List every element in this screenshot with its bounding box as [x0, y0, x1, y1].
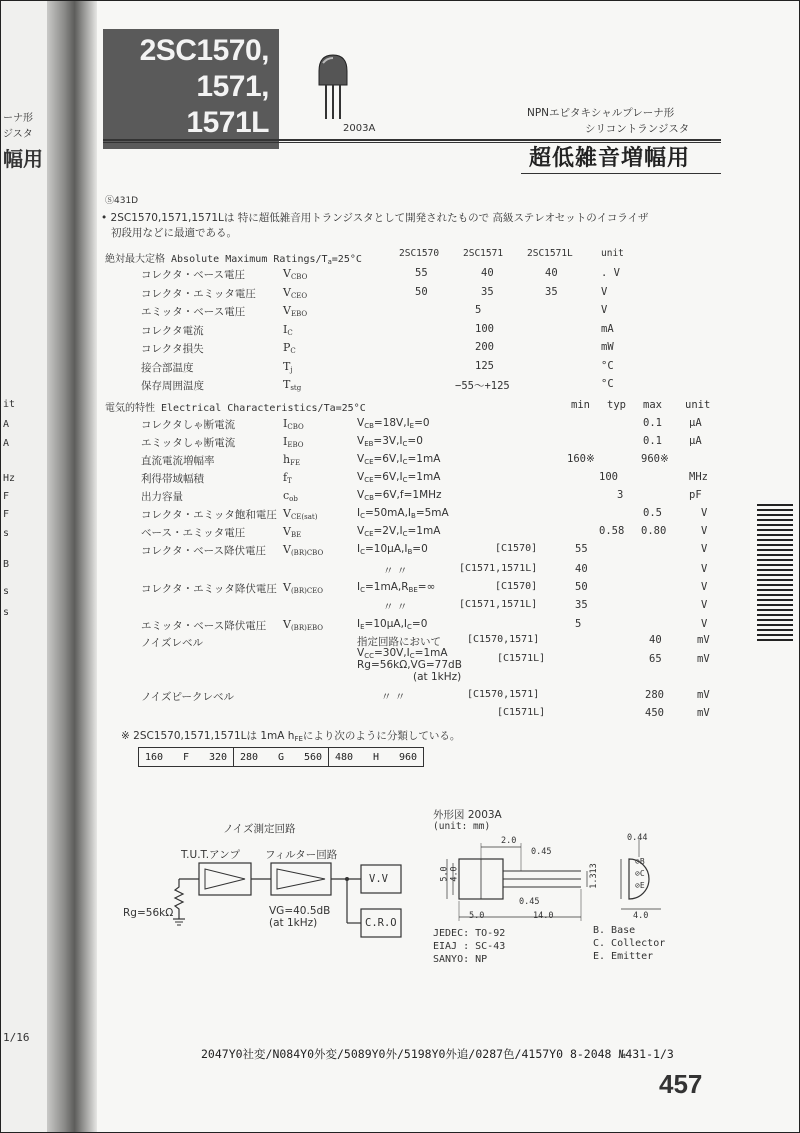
rating-value: 35 [481, 285, 494, 298]
unit-value: pF [689, 489, 702, 501]
param-name: コレクタ電流 [141, 324, 204, 337]
typ-value: 100 [599, 471, 618, 483]
rating-value: 40 [481, 267, 494, 279]
left-fragment: ジスタ [3, 129, 33, 140]
noise-condition: (at 1kHz) [413, 671, 462, 683]
variant-label: [C1570] [495, 581, 538, 592]
hfe-bin-cell [234, 748, 329, 766]
rating-value: 55 [415, 267, 428, 279]
param-name: 利得帯域幅積 [141, 473, 204, 485]
param-name: コレクタ・エミッタ降伏電圧 [141, 583, 277, 595]
test-condition: $V_{CB}=18V,I_E=0$ [357, 417, 430, 430]
left-fragment: s [3, 528, 10, 539]
left-fragment: A [3, 419, 10, 430]
test-condition: $V_{CE}=2V,I_C=1mA$ [357, 525, 441, 538]
device-type-line: NPNエピタキシャルプレーナ形 [527, 107, 675, 119]
vv-label: V.V [369, 873, 388, 885]
rating-value: 40 [545, 267, 558, 279]
param-name: コレクタ・ベース電圧 [141, 269, 246, 281]
dimension-label: 14.0 [533, 911, 554, 921]
eiaj-label: EIAJ : SC-43 [433, 941, 506, 952]
variant-label: [C1570,1571] [467, 634, 540, 645]
dimension-label: 5.0 [469, 911, 485, 921]
dimension-label: 0.45 [531, 847, 552, 857]
footer-codes: 2047Y0社変/N084Y0外変/5089Y0外/5198Y0外追/0287色/4157Y0 8-2048 №431-1/3 [201, 1047, 674, 1061]
col-header: 2SC1571L [527, 248, 573, 259]
unit-value: V [701, 507, 708, 519]
left-fragment: A [3, 438, 10, 449]
variant-label: [C1570] [495, 543, 538, 554]
rating-value: 50 [415, 285, 428, 298]
param-name: ノイズレベル [141, 637, 203, 649]
param-name: コレクタ損失 [141, 343, 204, 355]
part-number-line: 2SC1570, [139, 34, 269, 67]
noise-circuit-diagram [121, 859, 411, 943]
rating-value: 125 [475, 359, 494, 372]
typ-value: 0.58 [599, 525, 625, 537]
filter-label: フィルター回路 [265, 849, 338, 861]
unit-value: mA [601, 322, 614, 335]
param-name: 出力容量 [141, 491, 183, 503]
rating-value: 100 [475, 322, 494, 335]
part-number-line: 1571L [186, 106, 269, 139]
param-symbol: $P_C$ [283, 341, 296, 355]
param-name: エミッタ・ベース降伏電圧 [141, 620, 267, 632]
hfe-bin-cell [329, 748, 423, 766]
col-header: 2SC1571 [463, 248, 504, 259]
jedec-label: JEDEC: TO-92 [433, 928, 506, 939]
hfe-bin-value: G [277, 751, 285, 763]
col-header: unit [685, 399, 711, 411]
rating-value: 200 [475, 341, 494, 353]
left-fragment: B [3, 559, 10, 570]
param-symbol: $V_{EBO}$ [283, 304, 308, 318]
left-fragment: F [3, 491, 10, 502]
col-header: min [571, 399, 590, 411]
max-value: 0.5 [643, 507, 662, 519]
max-value: 280 [645, 689, 664, 701]
hfe-bin-value: 960 [398, 751, 418, 763]
test-condition: $V_{CE}=6V,I_C=1mA$ [357, 471, 441, 484]
rating-value: 35 [545, 285, 558, 298]
test-condition: $I_C=10\mu A,I_B=0$ [357, 543, 428, 556]
classification-note: ※ 2SC1570,1571,1571Lは 1mA $h_{FE}$により次のように分類している。 [121, 730, 461, 743]
param-symbol: $T_{stg}$ [283, 378, 302, 392]
test-condition: 〃 〃 [383, 565, 408, 577]
unit-value: mV [697, 707, 710, 719]
hfe-bin-value: 560 [303, 751, 323, 763]
param-symbol: $f_T$ [283, 471, 292, 485]
param-symbol: $I_{EBO}$ [283, 435, 304, 449]
page-number: 457 [659, 1069, 703, 1099]
param-name: コレクタ・ベース降伏電圧 [141, 545, 267, 557]
unit-value: MHz [689, 471, 708, 483]
param-symbol: $V_{(BR)EBO}$ [283, 618, 323, 632]
test-condition: $I_E=10\mu A,I_C=0$ [357, 618, 428, 631]
variant-label: [C1571L] [497, 707, 546, 718]
max-value: 0.1 [643, 417, 662, 429]
param-symbol: $V_{BE}$ [283, 525, 302, 539]
left-fragment: ーナ形 [3, 113, 33, 124]
dimension-label: 4.0 [449, 866, 460, 882]
unit-value: μA [689, 417, 702, 429]
left-fragment: s [3, 607, 10, 618]
pin-label: ⊘C [635, 869, 645, 878]
intro-text: • 2SC1570,1571,1571Lは 特に超低雑音用トランジスタとして開発されたもので 高級ステレオセットのイコライザ [101, 212, 649, 224]
cro-label: C.R.O [365, 917, 397, 929]
unit-value: . V [601, 267, 620, 279]
left-fragment: s [3, 586, 10, 597]
pin-legend: B. Base [593, 925, 636, 936]
amp-label: T.U.T.アンプ [181, 849, 241, 861]
rating-value: −55〜+125 [455, 380, 510, 392]
col-header: unit [601, 248, 624, 259]
col-header: max [643, 399, 662, 411]
max-value: 40 [649, 634, 662, 646]
noise-condition: Rg=56kΩ,VG=77dB [357, 659, 462, 671]
noise-condition: 指定回路において [357, 636, 441, 648]
noise-condition: $V_{CC}=30V,I_C=1mA$ [357, 647, 448, 660]
application-title: 超低雑音増幅用 [529, 146, 691, 171]
circuit-title: ノイズ測定回路 [223, 823, 296, 835]
pin-label: ⊘B [635, 857, 645, 866]
outline-unit: (unit: mm) [433, 821, 491, 832]
max-value: 450 [645, 707, 664, 719]
part-number-block [103, 29, 279, 149]
test-condition: $V_{EB}=3V,I_C=0$ [357, 435, 423, 448]
unit-value: mW [601, 341, 614, 353]
pin-legend: E. Emitter [593, 951, 654, 962]
unit-value: mV [697, 689, 710, 701]
unit-value: V [701, 599, 708, 611]
hfe-bin-value: 480 [334, 751, 354, 763]
hfe-bin-value: H [372, 751, 380, 763]
param-name: 保存周囲温度 [141, 380, 204, 392]
package-code: 2003A [343, 123, 376, 134]
variant-label: [C1571L] [497, 653, 546, 664]
col-header: 2SC1570 [399, 248, 440, 259]
hfe-bin-value: 320 [208, 751, 228, 763]
dimension-label: 1.313 [588, 863, 599, 889]
unit-value: μA [689, 435, 702, 447]
unit-value: V [701, 618, 708, 630]
max-value: 65 [649, 653, 662, 665]
param-symbol: $c_{ob}$ [283, 489, 298, 503]
unit-value: V [601, 304, 608, 316]
param-name: 接合部温度 [141, 361, 194, 374]
vg-label: VG=40.5dB [269, 905, 331, 917]
hfe-bin-cell [139, 748, 234, 766]
min-value: 50 [575, 581, 588, 593]
param-symbol: $V_{CE(sat)}$ [283, 507, 318, 521]
variant-label: [C1571,1571L] [459, 599, 538, 610]
hfe-bin-value: F [182, 751, 190, 763]
param-name: コレクタ・エミッタ電圧 [141, 287, 256, 300]
unit-value: V [601, 285, 608, 298]
param-symbol: $T_j$ [283, 359, 293, 374]
dimension-label: 0.45 [519, 897, 540, 907]
part-number-line: 1571, [196, 70, 269, 103]
param-symbol: $V_{CEO}$ [283, 285, 308, 300]
unit-value: mV [697, 653, 710, 665]
elec-heading: 電気的特性 Electrical Characteristics/Ta=25°C [105, 403, 366, 414]
unit-value: °C [601, 359, 614, 372]
peak-condition: 〃 〃 [381, 691, 406, 703]
hfe-bin-value: 160 [144, 751, 164, 763]
vg-label: (at 1kHz) [269, 917, 318, 929]
param-name: コレクタ・エミッタ飽和電圧 [141, 509, 277, 521]
dimension-label: 5.0 [439, 866, 450, 882]
min-value: 5 [575, 618, 582, 630]
max-value: 0.80 [641, 525, 667, 537]
param-name: エミッタしゃ断電流 [141, 437, 236, 449]
min-value: 160※ [567, 453, 595, 465]
param-symbol: $V_{CBO}$ [283, 267, 308, 281]
pin-label: ⊘E [635, 881, 645, 890]
unit-value: mV [697, 634, 710, 646]
left-fragment: Hz [3, 473, 16, 484]
pin-legend: C. Collector [593, 938, 666, 949]
param-name: コレクタしゃ断電流 [141, 419, 236, 431]
left-page-fragment [1, 1, 47, 1133]
header-rule [521, 173, 721, 174]
hfe-classification-table [138, 747, 424, 767]
max-value: 960※ [641, 453, 669, 465]
param-symbol: $I_C$ [283, 322, 293, 337]
abs-max-heading: 絶対最大定格 Absolute Maximum Ratings/$T_a=25^\circ C$ [105, 254, 362, 266]
min-value: 40 [575, 563, 588, 575]
param-symbol: $V_{(BR)CBO}$ [283, 543, 324, 557]
param-symbol: $V_{(BR)CEO}$ [283, 581, 324, 595]
doc-code: Ⓢ431D [105, 196, 139, 206]
sanyo-label: SANYO: NP [433, 954, 488, 965]
dimension-label: 0.44 [627, 833, 648, 843]
section-tab-marker [757, 504, 793, 642]
test-condition: $I_C=1mA,R_{BE}=\infty$ [357, 581, 436, 594]
device-type-line: シリコントランジスタ [585, 123, 690, 135]
left-fragment: it [3, 399, 16, 410]
min-value: 35 [575, 599, 588, 611]
unit-value: V [701, 543, 708, 555]
variant-label: [C1571,1571L] [459, 563, 538, 574]
unit-value: V [701, 581, 708, 593]
param-symbol: $h_{FE}$ [283, 453, 301, 467]
rating-value: 5 [475, 304, 482, 316]
variant-label: [C1570,1571] [467, 689, 540, 700]
left-fragment: F [3, 509, 10, 520]
typ-value: 3 [617, 489, 624, 501]
transistor-package-icon [313, 49, 353, 123]
hfe-bin-value: 280 [239, 751, 259, 763]
param-name: ノイズピークレベル [141, 691, 235, 703]
min-value: 55 [575, 543, 588, 555]
dimension-label: 2.0 [501, 836, 517, 846]
param-symbol: $I_{CBO}$ [283, 417, 304, 431]
intro-text: 初段用などに最適である。 [111, 227, 237, 239]
unit-value: V [701, 563, 708, 575]
rg-label: Rg=56kΩ [123, 907, 174, 919]
outline-title: 外形図 2003A [433, 809, 502, 821]
test-condition: $V_{CB}=6V,f=1MHz$ [357, 489, 442, 502]
left-page-ref: 1/16 [3, 1031, 30, 1044]
unit-value: °C [601, 378, 614, 390]
dimension-label: 4.0 [633, 911, 649, 921]
left-fragment: 幅用 [3, 147, 43, 171]
col-header: typ [607, 399, 626, 411]
param-name: ベース・エミッタ電圧 [141, 527, 246, 539]
test-condition: $I_C=50mA,I_B=5mA$ [357, 507, 449, 520]
test-condition: 〃 〃 [383, 601, 408, 613]
book-gutter-shadow [47, 1, 97, 1133]
param-name: 直流電流増幅率 [141, 455, 215, 467]
param-name: エミッタ・ベース電圧 [141, 306, 246, 318]
unit-value: V [701, 525, 708, 537]
max-value: 0.1 [643, 435, 662, 447]
test-condition: $V_{CE}=6V,I_C=1mA$ [357, 453, 441, 466]
